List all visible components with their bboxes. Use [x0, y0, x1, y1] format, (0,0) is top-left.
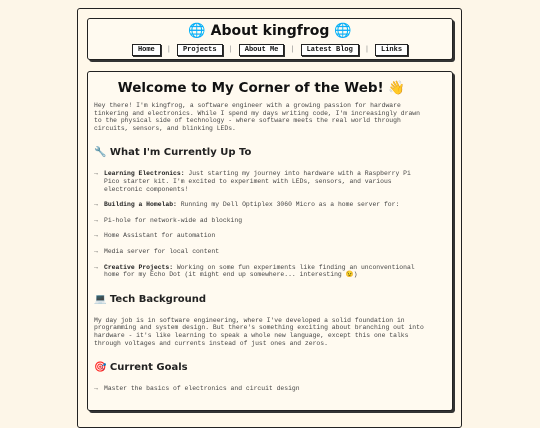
item-label: Building a Homelab: — [104, 201, 177, 209]
section-heading-goals: 🎯 Current Goals — [94, 362, 188, 374]
item-text: Running my Dell Optiplex 3060 Micro as a home server for: — [176, 201, 400, 209]
section-heading-current: 🔧 What I'm Currently Up To — [94, 147, 252, 159]
main-content — [87, 71, 453, 411]
arrow-icon: → — [94, 170, 98, 178]
section-heading-tech: 💻 Tech Background — [94, 293, 207, 305]
current-activities-list — [94, 170, 429, 278]
item-label: Learning Electronics: — [104, 170, 185, 178]
nav-separator: | — [290, 46, 295, 54]
arrow-icon: → — [94, 247, 98, 255]
item-text: Just starting my journey into hardware with a Raspberry Pi Pico starter kit. I'm excited to experiment with LEDs, sensors, and various electronic components! — [104, 170, 411, 193]
nav-link-home[interactable]: Home — [132, 44, 161, 56]
site-title-text: About kingfrog — [210, 23, 330, 39]
list-item — [94, 170, 429, 193]
welcome-heading: Welcome to My Corner of the Web! 👋 — [117, 80, 406, 96]
nav-link-about-me[interactable]: About Me — [239, 44, 285, 56]
list-item — [94, 201, 429, 209]
list-item — [94, 385, 429, 393]
nav-separator: | — [228, 46, 233, 54]
arrow-icon: → — [94, 201, 98, 209]
item-text: Master the basics of electronics and circuit design — [104, 385, 300, 393]
nav-separator: | — [166, 46, 171, 54]
arrow-icon: → — [94, 232, 98, 240]
nav-link-projects[interactable]: Projects — [177, 44, 223, 56]
arrow-icon: → — [94, 216, 98, 224]
site-header — [87, 18, 453, 60]
list-item — [94, 248, 429, 256]
tech-paragraph: My day job is in software engineering, where I've developed a solid foundation in programming and system design. But there's something exciting about branching out into hardware - it's like learning to speak a whole new language, except this one talks through voltages and currents instead of just ones and zeros. — [94, 316, 424, 347]
list-item — [94, 217, 429, 225]
nav-link-latest-blog[interactable]: Latest Blog — [301, 44, 359, 56]
main-nav — [88, 44, 452, 56]
intro-paragraph: Hey there! I'm kingfrog, a software engineer with a growing passion for hardware tinkering and electronics. While I spend my days writing code, I'm increasingly drawn to the physical side of technology - where software meets the real world through circuits, sensors, and blinking LEDs. — [94, 102, 420, 132]
item-text: Home Assistant for automation — [104, 232, 216, 240]
nav-link-links[interactable]: Links — [375, 44, 408, 56]
item-text: Working on some fun experiments like finding an unconventional home for my Echo Dot (it might end up somewhere... interesting 😉) — [104, 263, 415, 279]
site-title — [88, 23, 452, 39]
list-item — [94, 264, 429, 279]
arrow-icon: → — [94, 263, 98, 271]
arrow-icon: → — [94, 385, 98, 393]
globe-icon: 🌐 — [334, 23, 352, 39]
item-text: Pi-hole for network-wide ad blocking — [104, 216, 243, 224]
item-label: Creative Projects: — [104, 263, 174, 271]
list-item — [94, 232, 429, 240]
globe-icon: 🌐 — [188, 23, 206, 39]
goals-list — [94, 385, 429, 393]
nav-separator: | — [364, 46, 370, 54]
item-text: Media server for local content — [104, 247, 220, 255]
